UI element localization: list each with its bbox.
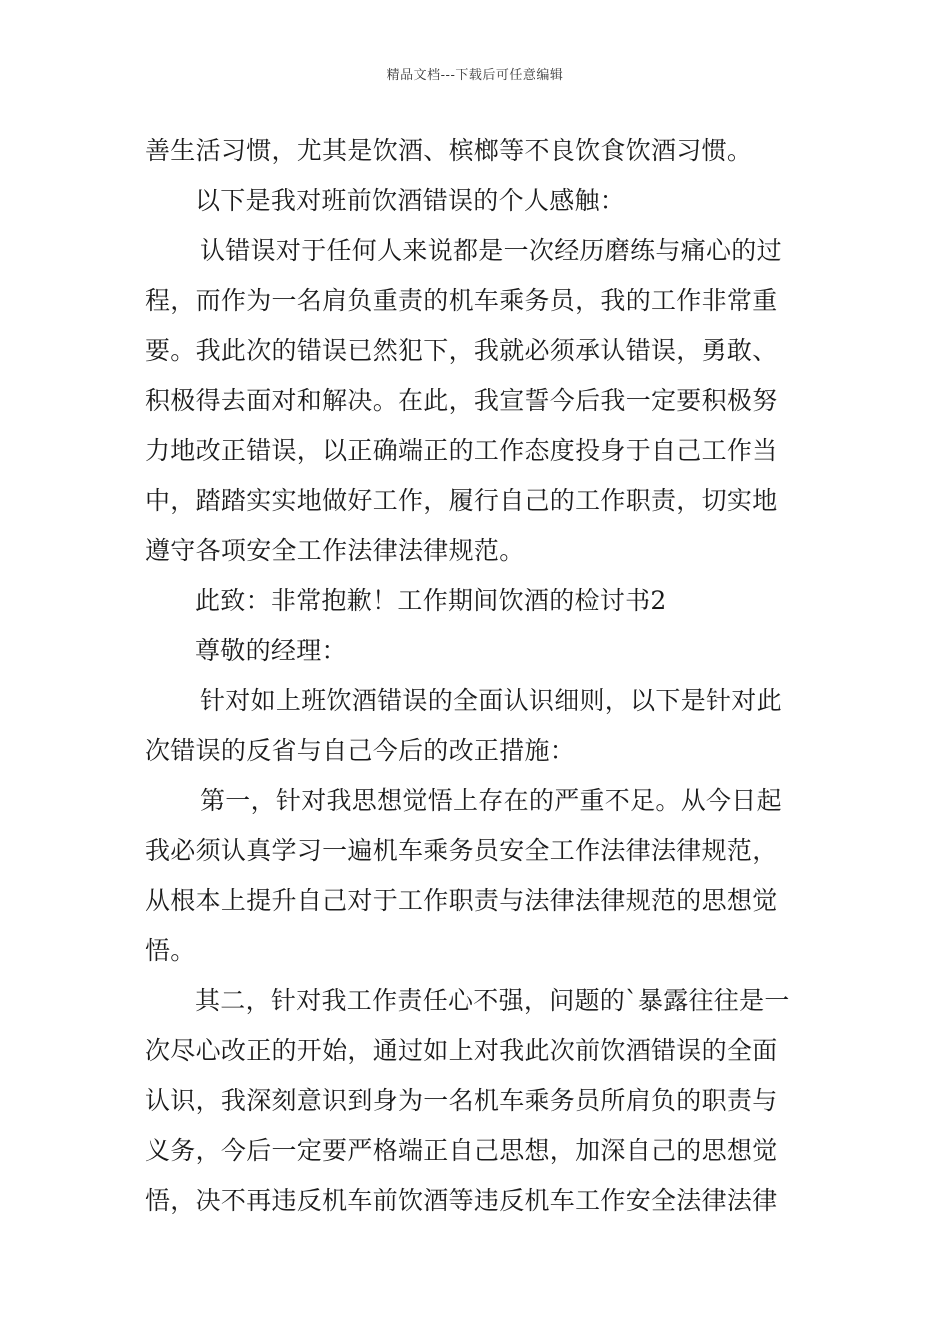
text-line: 从根本上提升自己对于工作职责与法律法律规范的思想觉 xyxy=(145,886,778,915)
text-line: 此致：非常抱歉！工作期间饮酒的检讨书2 xyxy=(195,586,667,615)
text-line: 其二，针对我工作责任心不强，问题的`暴露往往是一 xyxy=(195,986,790,1015)
text-line: 尊敬的经理： xyxy=(195,636,347,665)
text-line: 悟，决不再违反机车前饮酒等违反机车工作安全法律法律 xyxy=(145,1186,778,1215)
text-line: 第一，针对我思想觉悟上存在的严重不足。从今日起 xyxy=(200,786,782,815)
text-line: 中，踏踏实实地做好工作，履行自己的工作职责，切实地 xyxy=(145,486,778,515)
text-line: 积极得去面对和解决。在此，我宣誓今后我一定要积极努 xyxy=(145,386,778,415)
text-line: 针对如上班饮酒错误的全面认识细则，以下是针对此 xyxy=(200,686,782,715)
text-line: 遵守各项安全工作法律法律规范。 xyxy=(145,536,525,565)
text-line: 我必须认真学习一遍机车乘务员安全工作法律法律规范， xyxy=(145,836,778,865)
text-line: 力地改正错误，以正确端正的工作态度投身于自己工作当 xyxy=(145,436,778,465)
document-body xyxy=(145,126,810,1226)
text-line: 程，而作为一名肩负重责的机车乘务员，我的工作非常重 xyxy=(145,286,778,315)
page-header: 精品文档---下载后可任意编辑 xyxy=(386,68,564,83)
text-line: 善生活习惯，尤其是饮酒、槟榔等不良饮食饮酒习惯。 xyxy=(145,136,753,165)
text-line: 义务，今后一定要严格端正自己思想，加深自己的思想觉 xyxy=(145,1136,778,1165)
text-line: 认错误对于任何人来说都是一次经历磨练与痛心的过 xyxy=(200,236,782,265)
text-line: 以下是我对班前饮酒错误的个人感触： xyxy=(195,186,626,215)
text-line: 次尽心改正的开始，通过如上对我此次前饮酒错误的全面 xyxy=(145,1036,778,1065)
text-line: 要。我此次的错误已然犯下，我就必须承认错误，勇敢、 xyxy=(145,336,778,365)
text-line: 次错误的反省与自己今后的改正措施： xyxy=(145,736,576,765)
text-line: 认识，我深刻意识到身为一名机车乘务员所肩负的职责与 xyxy=(145,1086,778,1115)
text-line: 悟。 xyxy=(145,936,196,965)
